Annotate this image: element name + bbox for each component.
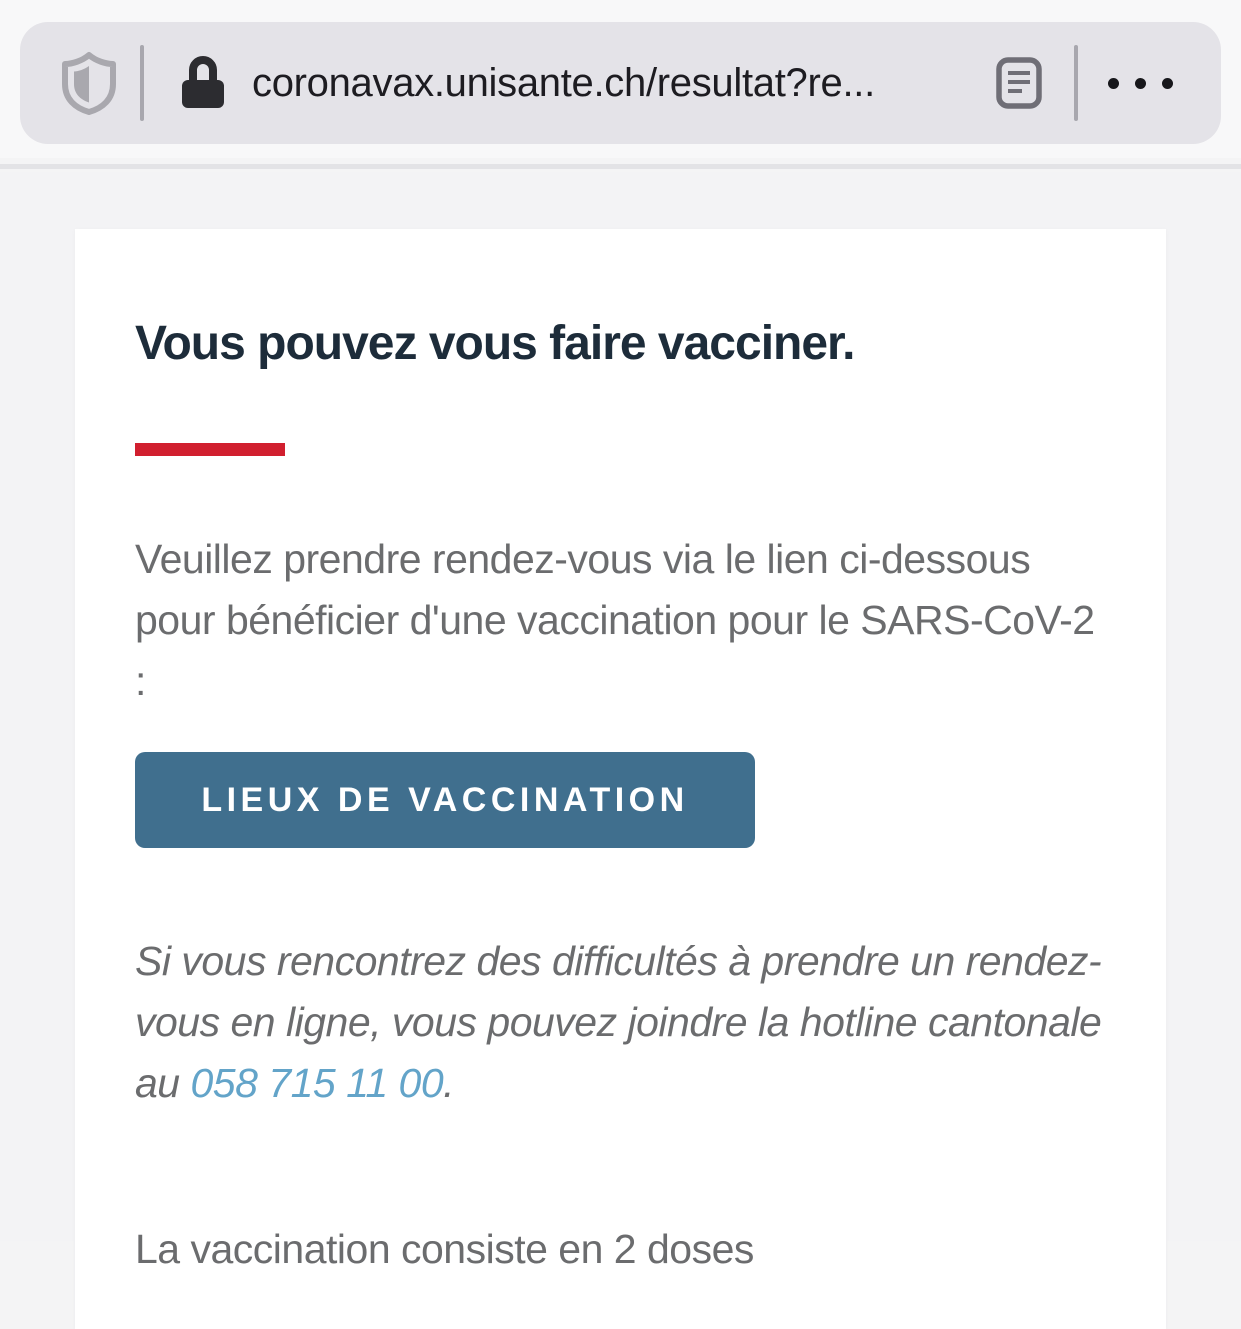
urlbar-divider [1074,45,1078,121]
result-card [75,229,1166,1329]
urlbar-divider [140,45,144,121]
lock-icon[interactable] [180,56,226,110]
browser-toolbar [0,0,1241,158]
intro-paragraph: Veuillez prendre rendez-vous via le lien ci-dessous pour bénéficier d'une vaccination pour le SARS-CoV-2 : [135,536,1095,704]
hotline-phone-link[interactable]: 058 715 11 00 [190,1060,444,1106]
hotline-text-after: . [443,1060,455,1106]
url-text: coronavax.unisante.ch/resultat?re... [252,60,875,105]
next-paragraph: La vaccination consiste en 2 doses [135,1226,754,1272]
page-load-progress [0,164,1241,169]
page-title: Vous pouvez vous faire vacciner. [135,317,855,370]
menu-icon[interactable] [1108,22,1173,144]
url-bar[interactable] [20,22,1221,144]
hotline-paragraph [135,931,1110,1114]
reader-view-icon[interactable] [996,57,1042,109]
tracking-protection-shield-icon[interactable] [60,51,118,115]
vaccination-locations-button[interactable]: LIEUX DE VACCINATION [135,752,755,848]
hotline-text-before: Si vous rencontrez des difficultés à prendre un rendez-vous en ligne, vous pouvez joindre la hotline cantonale au [135,938,1102,1106]
accent-divider [135,443,285,456]
